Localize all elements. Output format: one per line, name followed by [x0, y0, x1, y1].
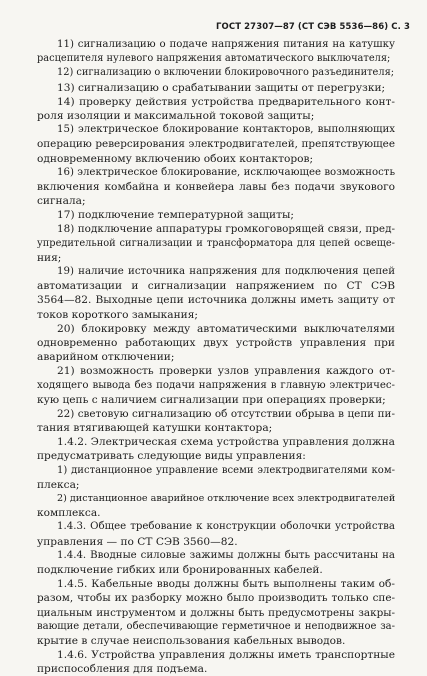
text-line: автоматизации и сигнализации напряжением по СТ СЭВ [37, 280, 395, 293]
text-line: 22) световую сигнализацию об отсутствии обрыва в цепи пи- [57, 407, 395, 420]
text-line: подключение гибких или бронированных кабелей. [37, 563, 323, 576]
text-line: аварийном отключении; [37, 351, 175, 364]
text-line: вающие детали, обеспечивающие герметичное и неподвижное за- [37, 620, 395, 632]
text-line: 15) электрическое блокирование контакторов, выполняющих [57, 124, 395, 136]
text-line: 12) сигнализацию о включении блокировочного разъединителя; [57, 67, 395, 79]
text-line: 21) возможность проверки узлов управления каждого от- [57, 365, 395, 378]
text-line: сигнала; [37, 195, 86, 208]
text-line: 13) сигнализацию о срабатывании защиты от перегрузки; [57, 81, 386, 94]
text-line: кую цепь с наличием сигнализации при операциях проверки; [37, 393, 386, 406]
text-line: одновременно работающих двух устройств управления при [37, 336, 395, 349]
text-line: 17) подключение температурной защиты; [57, 209, 294, 222]
text-line: 19) наличие источника напряжения для подключения цепей [57, 266, 395, 277]
text-line: циальным инструментом и должны быть предусмотрены закры- [37, 606, 395, 619]
text-line: предусматривать следующие виды управления: [37, 450, 306, 463]
text-line: комплекса. [37, 507, 101, 520]
text-line: 14) проверку действия устройства предварительного конт- [57, 95, 395, 108]
text-line: 2) дистанционное аварийное отключение всех электродвигателей [57, 493, 395, 504]
text-line: 11) сигнализацию о подаче напряжения питания на катушку [57, 39, 395, 50]
text-line: роля изоляции и максимальной токовой защиты; [37, 109, 315, 122]
text-line: крытие в случае неиспользования кабельных выводов. [37, 634, 346, 647]
text-line: ходящего вывода без подачи напряжения в главную электричес- [37, 379, 395, 391]
text-line: 1.4.6. Устройства управления должны иметь транспортные [57, 649, 395, 662]
text-line: тания втягивающей катушки контактора; [37, 422, 273, 435]
page-header: ГОСТ 27307—87 (СТ СЭВ 5536—86) С. 3 [216, 22, 410, 32]
text-line: 1.4.4. Вводные силовые зажимы должны быть рассчитаны на [57, 549, 395, 561]
text-line: 16) электрическое блокирование, исключающее возможность [57, 166, 395, 178]
text-line: токов короткого замыкания; [37, 308, 198, 321]
text-line: 1.4.5. Кабельные вводы должны быть выполнены таким об- [57, 578, 395, 591]
text-line: 1.4.2. Электрическая схема устройства управления должна [57, 436, 395, 449]
text-line: 20) блокировку между автоматическими выключателями [57, 322, 395, 335]
text-line: разом, чтобы их разборку можно было производить только спе- [37, 592, 395, 605]
text-line: 3564—82. Выходные цепи источника должны иметь защиту от [37, 294, 395, 307]
text-line: ния; [37, 251, 62, 264]
text-line: плекса; [37, 478, 80, 491]
document-body [37, 38, 395, 676]
text-line: управления — по СТ СЭВ 3560—82. [37, 535, 238, 548]
text-line: 1) дистанционное управление всеми электродвигателями ком- [57, 464, 395, 476]
text-line: приспособления для подъема. [37, 663, 208, 676]
text-line: расцепителя нулевого напряжения автоматического выключателя; [37, 53, 391, 65]
text-line: одновременному включению обоих контакторов; [37, 152, 314, 165]
text-line: 18) подключение аппаратуры громкоговорящей связи, пред- [57, 223, 395, 236]
text-line: упредительной сигнализации и трансформатора для цепей освеще- [37, 237, 395, 249]
text-line: включения комбайна и конвейера лавы без подачи звукового [37, 180, 395, 193]
text-line: операцию реверсирования электродвигателей, препятствующее [37, 138, 395, 151]
text-line: 1.4.3. Общее требование к конструкции оболочки устройства [57, 521, 395, 533]
